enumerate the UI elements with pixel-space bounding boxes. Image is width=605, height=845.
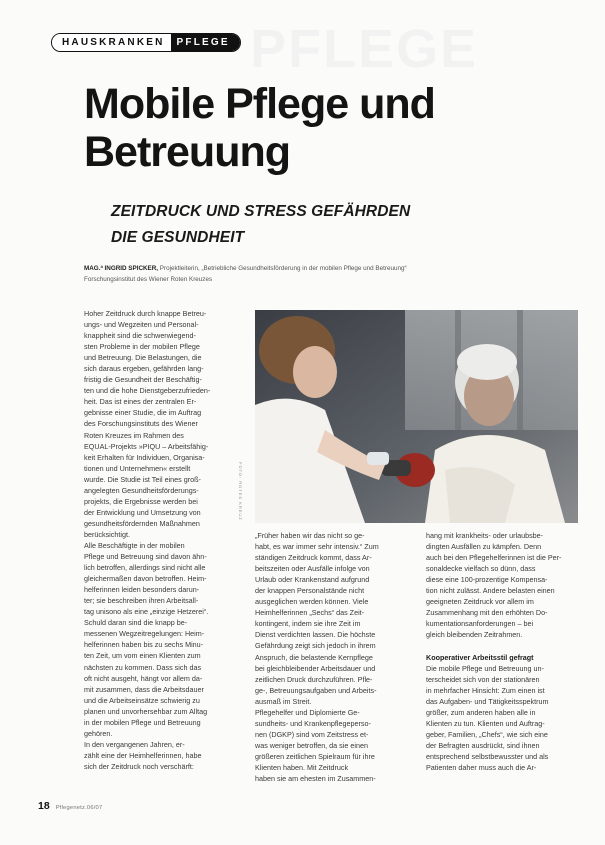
body-text-line: das Aufgaben- und Tätigkeitsspektrum xyxy=(426,696,549,706)
body-text-line: der knappen Personalstände nicht xyxy=(255,586,365,596)
body-text-line: tag unisono als eine „einzige Hetzerei“. xyxy=(84,607,209,617)
article-subhead xyxy=(111,199,531,251)
body-text-line: zeitlichen Druck durchzuführen. Pfle- xyxy=(255,674,373,684)
body-text-line: wurde. Die Studie ist Teil eines groß- xyxy=(84,474,201,484)
body-column-3 xyxy=(426,530,578,773)
body-text-line: ge-, Betreuungsaufgaben und Arbeits- xyxy=(255,685,377,695)
body-text-line: Zusammenhang mit den erhöhten Do- xyxy=(426,608,548,618)
body-text-line: berücksichtigt. xyxy=(84,529,130,539)
body-text-line: gehören. xyxy=(84,728,113,738)
body-column-2 xyxy=(255,530,412,784)
body-text-line: entsprechend selbstbewusster und als xyxy=(426,751,549,761)
page-footer xyxy=(38,800,102,812)
body-text-line: zählt eine der Heimhelferinnen, habe xyxy=(84,750,202,760)
body-text-line: fristig die Gesundheit der Beschäftig- xyxy=(84,375,202,385)
body-text-line: in der mobilen Pflege und Betreuung xyxy=(84,717,201,727)
body-text-line: gesundheitsfördernden Maßnahmen xyxy=(84,518,200,528)
body-text-line: gleich bleibenden Zeitrahmen. xyxy=(426,630,523,640)
body-text-line: und die Arbeitseinsätze schwierig zu xyxy=(84,695,200,705)
body-text-line: Patienten daher muss auch die Ar- xyxy=(426,762,537,772)
body-text-line: hang mit krankheits- oder urlaubsbe- xyxy=(426,531,544,540)
body-text-line: keit Erhalten für Individuen, Organisa- xyxy=(84,452,205,462)
section-watermark-text: PFLEGE xyxy=(250,19,479,79)
body-text-line: Roten Kreuzes im Rahmen des xyxy=(84,430,184,440)
body-text-line: Anspruch, die belastende Kernpflege xyxy=(255,652,373,662)
body-text-line: In den vergangenen Jahren, er- xyxy=(84,739,185,749)
body-text-line: EQUAL-Projekts »PIQU – Arbeitsfähig- xyxy=(84,441,209,451)
author-institution: Forschungsinstitut des Wiener Roten Kreuzes xyxy=(84,275,213,283)
section-subheading: Kooperativer Arbeitsstil gefragt xyxy=(426,652,534,662)
body-text-line: ausmaß im Streit. xyxy=(255,696,312,706)
body-text-line: der Befragten ausdrückt, sind ihnen xyxy=(426,740,540,750)
body-text-line: tionen und Unternehmen« erstellt xyxy=(84,463,191,473)
body-text-line: tion nicht zulässt. Andere belasten einen xyxy=(426,586,555,596)
body-text-line: diese eine 100-prozentige Kompensa- xyxy=(426,575,548,585)
body-text-line: knappheit sind die schwerwiegend- xyxy=(84,331,196,341)
body-text-line: Gefährdung zeigt sich jedoch in ihrem xyxy=(255,641,376,651)
body-text-line: größer, zum anderen haben alle in xyxy=(426,707,536,717)
body-text-line: sten Probleme in der mobilen Pflege xyxy=(84,342,200,352)
photo-credit: FOTO: ROTES KREUZ xyxy=(238,462,243,521)
body-text-line: ten Zeit, um vom einen Klienten zum xyxy=(84,651,201,661)
body-text-line: gleichermaßen davon betroffen. Heim- xyxy=(84,574,207,584)
body-text-line: habt, es war immer sehr intensiv.“ Zum xyxy=(255,542,379,552)
body-text-line: planen und unvorhersehbar zum Alltag xyxy=(84,706,208,716)
publication-folio: Pflegenetz.06/07 xyxy=(55,805,103,811)
body-text-line: beitszeiten oder Ausfälle infolge von xyxy=(255,564,370,574)
body-text-line xyxy=(426,640,578,651)
body-text-line: haben sie am ehesten im Zusammen- xyxy=(255,774,376,784)
body-text-line: kontingent, indem sie ihre Zeit im xyxy=(255,619,361,629)
page-number: 18 xyxy=(38,800,50,812)
body-text-line: ter; sie beschreiben ihren Arbeitsall- xyxy=(84,596,199,606)
body-text-line: sich der Zeitdruck noch verschärft: xyxy=(84,761,194,771)
subhead-line-1: ZEITDRUCK UND STRESS GEFÄHRDEN xyxy=(111,203,411,220)
body-text-line: Hoher Zeitdruck durch knappe Betreu- xyxy=(84,309,207,318)
body-text-line: ausgeglichen werden können. Viele xyxy=(255,597,369,607)
body-text-line: dingten Ausfällen zu kämpfen. Denn xyxy=(426,542,542,552)
body-text-line: sundheits- und Krankenpflegeperso- xyxy=(255,718,371,728)
body-text-line: „Früher haben wir das nicht so ge- xyxy=(255,531,365,540)
body-text-line: Dienst verdichten lassen. Die höchste xyxy=(255,630,376,640)
body-text-line: geeigneten Zeitdruck vor allem im xyxy=(426,597,534,607)
body-text-line: und Betreuung. Die Belastungen, die xyxy=(84,353,202,363)
photo-caregiver-and-elderly-woman xyxy=(255,310,578,523)
body-text-line: helferinnen leiden besonders darun- xyxy=(84,585,200,595)
body-text-line: was weniger betroffen, da sie einen xyxy=(255,740,368,750)
body-text-line: heit. Das ist eines der zentralen Er- xyxy=(84,397,197,407)
body-text-line: sonaldecke vielfach so dünn, dass xyxy=(426,564,536,574)
body-text-line: Urlaub oder Krankenstand aufgrund xyxy=(255,575,370,585)
article-photo xyxy=(255,310,578,523)
subhead-line-2: DIE GESUNDHEIT xyxy=(111,229,245,246)
body-column-1 xyxy=(84,308,249,772)
body-text-line: auch bei den Pflegehelferinnen ist die Per- xyxy=(426,553,562,563)
body-text-line: der Entwicklung und Umsetzung von xyxy=(84,507,201,517)
body-text-line: Schuld daran sind die knapp be- xyxy=(84,618,188,628)
section-tag-right: PFLEGE xyxy=(171,34,240,51)
body-text-line: in mehrfacher Hinsicht: Zum einen ist xyxy=(426,685,545,695)
body-text-line: nächsten zu kommen. Dass sich das xyxy=(84,662,202,672)
author-byline xyxy=(84,264,504,285)
body-text-line: helferinnen haben bis zu sechs Minu- xyxy=(84,640,204,650)
author-name: MAG.ª INGRID SPICKER, xyxy=(84,265,159,272)
article-headline xyxy=(84,80,524,176)
author-role: Projektleiterin, „Betriebliche Gesundheitsförderung in der mobilen Pflege und Betreuung“ xyxy=(158,265,407,272)
body-text-line: angelegten Gesundheitsförderungs- xyxy=(84,485,199,495)
body-text-line: geber, Familien, „Chefs“, wie sich eine xyxy=(426,729,548,739)
body-text-line: lich betroffen, allerdings sind nicht alle xyxy=(84,563,206,573)
headline-line-1: Mobile Pflege und xyxy=(84,80,435,128)
body-text-line: Pflegehelfer und Diplomierte Ge- xyxy=(255,707,360,717)
body-text-line: Die mobile Pflege und Betreuung un- xyxy=(426,663,544,673)
body-text-line: Heimhelferinnen „Sechs“ das Zeit- xyxy=(255,608,365,618)
body-text-line: messenen Wegzeitregelungen: Heim- xyxy=(84,629,205,639)
body-text-line: kumentationsanforderungen – bei xyxy=(426,619,534,629)
body-text-line: größeren zeitlichen Spielraum für ihre xyxy=(255,751,375,761)
body-text-line: ständigen Zeitdruck kommt, dass Ar- xyxy=(255,553,372,563)
body-text-line: nen (DGKP) sind vom Zeitstress et- xyxy=(255,729,369,739)
section-tag-left: HAUSKRANKEN xyxy=(52,34,171,51)
headline-line-2: Betreuung xyxy=(84,128,290,176)
body-text-line: sich daraus ergeben, gefährden lang- xyxy=(84,364,204,374)
body-text-line: Klienten haben. Mit Zeitdruck xyxy=(255,762,349,772)
body-text-line: projekts, die Ergebnisse werden bei xyxy=(84,496,198,506)
body-text-line: des Forschungsinstituts des Wiener xyxy=(84,419,198,429)
body-text-line: terscheidet sich von der stationären xyxy=(426,674,540,684)
body-text-line: oft nicht ausgeht, hängt vor allem da- xyxy=(84,673,203,683)
body-text-line: ungs- und Wegzeiten und Personal- xyxy=(84,320,199,330)
body-text-line: bei gleichbleibender Arbeitsdauer und xyxy=(255,663,376,673)
section-tag xyxy=(51,33,241,52)
body-text-line: gebnisse einer Studie, die im Auftrag xyxy=(84,408,202,418)
body-text-line: ten und die hohe Dienstgeberzufrieden- xyxy=(84,386,211,396)
section-watermark xyxy=(250,18,590,79)
body-text-line: Alle Beschäftigte in der mobilen xyxy=(84,540,185,550)
body-text-line: mit zusammen, dass die Arbeitsdauer xyxy=(84,684,204,694)
body-text-line: Klienten zu tun. Klienten und Auftrag- xyxy=(426,718,545,728)
body-text-line: Pflege und Betreuung sind davon ähn- xyxy=(84,552,207,562)
